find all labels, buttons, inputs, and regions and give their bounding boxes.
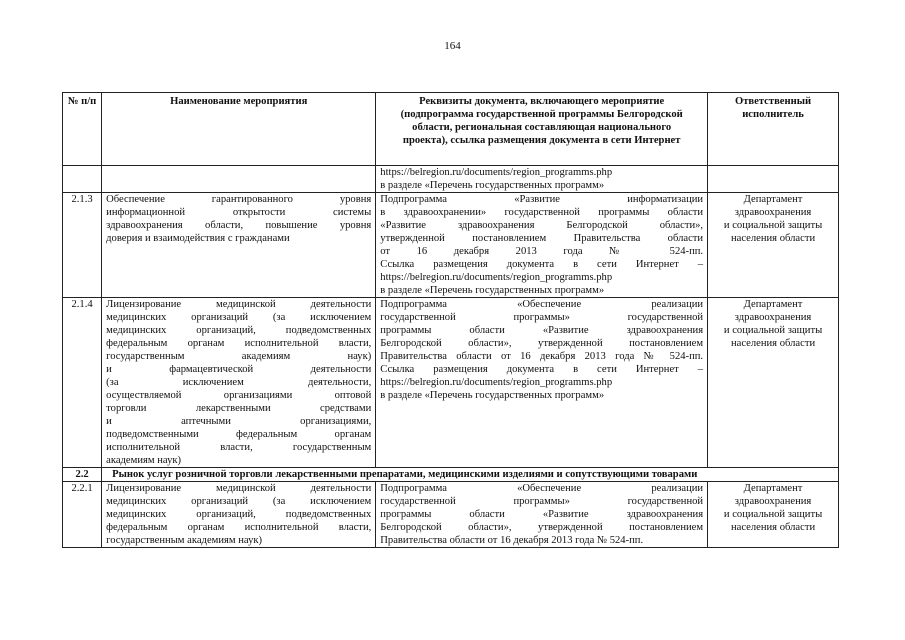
name_lines-line: здравоохранения области, повышение уровня (106, 220, 372, 231)
responsible_lines-line: и социальной защиты (723, 220, 823, 231)
header-num: № п/п (63, 93, 102, 166)
responsible_lines-line: здравоохранения (734, 312, 812, 323)
responsible_lines-line: Департамент (743, 299, 803, 310)
details_lines-line: Подпрограмма «Развитие информатизации (380, 194, 704, 205)
responsible_lines-line: населения области (730, 522, 816, 533)
section-title: Рынок услуг розничной торговли лекарственными препаратами, медицинскими изделиями и сопутствующими товарами (102, 468, 839, 482)
row-name (102, 193, 376, 298)
name_lines-line: медицинских организаций, подведомственных (106, 509, 372, 520)
details_lines-line: Правительства области от 16 декабря 2013 года № 524-пп. (380, 351, 704, 362)
name_lines-line: государственным академиям наук) (106, 535, 263, 546)
row-details (376, 193, 708, 298)
name_lines-line: медицинских организаций (за исключением (106, 312, 372, 323)
header-details: Реквизиты документа, включающего мероприятие (подпрограмма государственной программы Белгородской области, региональная составляющая национального проекта), ссылка размещения документа в сети Интернет (376, 93, 708, 166)
details_lines-line: Ссылка размещения документа в сети Интернет – (380, 364, 704, 375)
table-row (63, 298, 839, 468)
details_lines-line: программы области «Развитие здравоохранения (380, 509, 704, 520)
responsible_lines-line: населения области (730, 233, 816, 244)
row-responsible (708, 482, 839, 548)
details_lines-line: https://belregion.ru/documents/region_programms.php (380, 272, 613, 283)
details_lines-line: утвержденной постановлением Правительства области (380, 233, 704, 244)
details_lines-line: в здравоохранении» государственной программы области (380, 207, 704, 218)
name_lines-line: Лицензирование медицинской деятельности (106, 299, 372, 310)
name_lines-line: осуществляемой организациями оптовой (106, 390, 372, 401)
page-number: 164 (444, 40, 461, 52)
name_lines-line: государственным академиям наук) (106, 351, 372, 362)
continuation-line: в разделе «Перечень государственных программ» (380, 180, 605, 191)
row-num: 2.2.1 (63, 482, 102, 548)
row-responsible (708, 298, 839, 468)
name_lines-line: и аптечными организациями, (106, 416, 372, 427)
name_lines-line: исполнительной власти, государственным (106, 442, 372, 453)
details_lines-line: https://belregion.ru/documents/region_programms.php (380, 377, 613, 388)
name_lines-line: доверия и взаимодействия с гражданами (106, 233, 290, 244)
name_lines-line: федеральным органам исполнительной власти, (106, 338, 372, 349)
name_lines-line: (за исключением деятельности, (106, 377, 372, 388)
name_lines-line: академиям наук) (106, 455, 182, 466)
responsible_lines-line: здравоохранения (734, 207, 812, 218)
header-responsible: Ответственный исполнитель (708, 93, 839, 166)
row-details (376, 298, 708, 468)
row-responsible (708, 193, 839, 298)
table-row (63, 482, 839, 548)
header-row (63, 93, 839, 166)
section-row (63, 468, 839, 482)
responsible_lines-line: и социальной защиты (723, 509, 823, 520)
name_lines-line: торговли лекарственными средствами (106, 403, 372, 414)
responsible_lines-line: населения области (730, 338, 816, 349)
details_lines-line: от 16 декабря 2013 года № 524-пп. (380, 246, 704, 257)
name_lines-line: подведомственными федеральным органам (106, 429, 372, 440)
responsible_lines-line: Департамент (743, 483, 803, 494)
details_lines-line: Правительства области от 16 декабря 2013 года № 524-пп. (380, 535, 644, 546)
measures-table (62, 92, 839, 548)
table-row (63, 193, 839, 298)
details_lines-line: Белгородской области», утвержденной постановлением (380, 338, 704, 349)
name_lines-line: информационной открытости системы (106, 207, 372, 218)
details_lines-line: Белгородской области», утвержденной постановлением (380, 522, 704, 533)
name_lines-line: и фармацевтической деятельности (106, 364, 372, 375)
continuation-cell (376, 166, 708, 193)
details_lines-line: государственной программы» государственной (380, 312, 704, 323)
row-num: 2.1.4 (63, 298, 102, 468)
responsible_lines-line: и социальной защиты (723, 325, 823, 336)
row-num: 2.1.3 (63, 193, 102, 298)
section-num: 2.2 (63, 468, 102, 482)
header-name: Наименование мероприятия (102, 93, 376, 166)
details_lines-line: государственной программы» государственной (380, 496, 704, 507)
name_lines-line: Лицензирование медицинской деятельности (106, 483, 372, 494)
row-details (376, 482, 708, 548)
responsible_lines-line: Департамент (743, 194, 803, 205)
continuation-row (63, 166, 839, 193)
name_lines-line: медицинских организаций, подведомственных (106, 325, 372, 336)
details_lines-line: Ссылка размещения документа в сети Интернет – (380, 259, 704, 270)
details_lines-line: Подпрограмма «Обеспечение реализации (380, 483, 704, 494)
continuation-line: https://belregion.ru/documents/region_programms.php (380, 167, 613, 178)
details_lines-line: в разделе «Перечень государственных программ» (380, 390, 605, 401)
name_lines-line: Обеспечение гарантированного уровня (106, 194, 372, 205)
details_lines-line: в разделе «Перечень государственных программ» (380, 285, 605, 296)
details_lines-line: программы области «Развитие здравоохранения (380, 325, 704, 336)
responsible_lines-line: здравоохранения (734, 496, 812, 507)
details_lines-line: «Развитие здравоохранения Белгородской области», (380, 220, 704, 231)
row-name (102, 482, 376, 548)
details_lines-line: Подпрограмма «Обеспечение реализации (380, 299, 704, 310)
name_lines-line: медицинских организаций (за исключением (106, 496, 372, 507)
row-name (102, 298, 376, 468)
name_lines-line: федеральным органам исполнительной власти, (106, 522, 372, 533)
